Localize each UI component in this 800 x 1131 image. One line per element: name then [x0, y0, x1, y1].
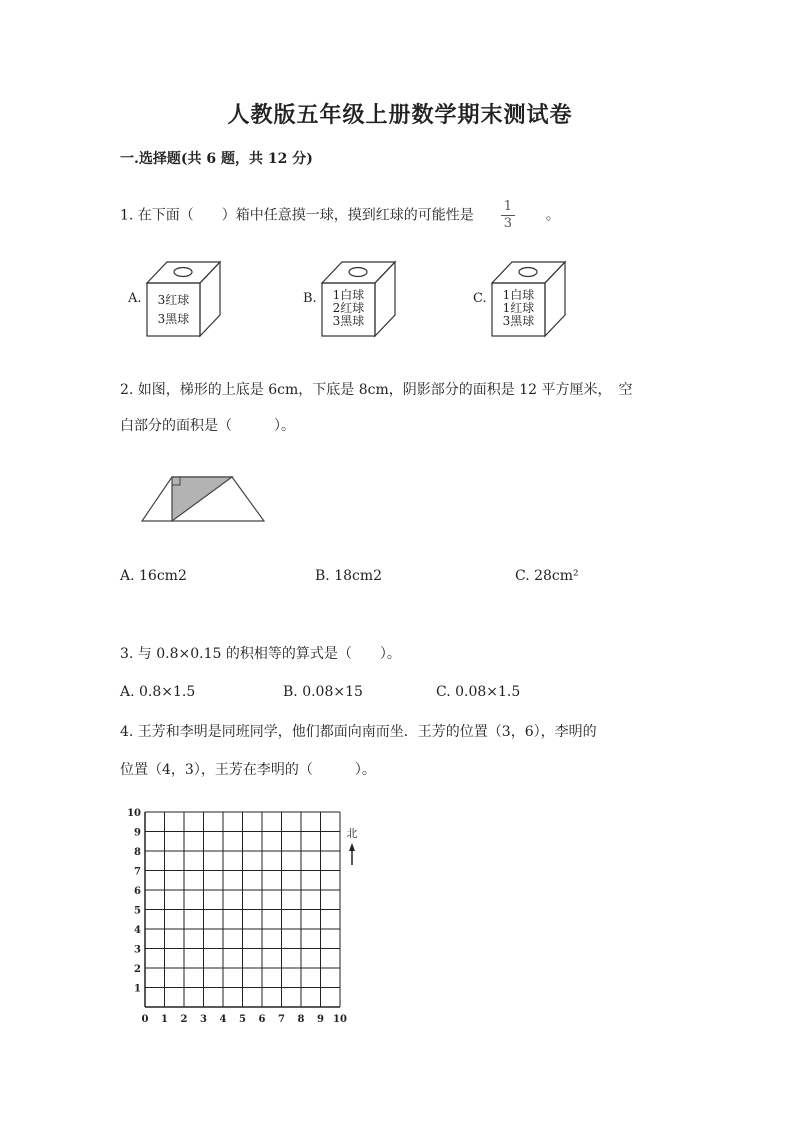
question-3: 3. 与 0.8×0.15 的积相等的算式是（ ）。	[120, 646, 401, 662]
section-heading: 一.选择题(共 6 题，共 12 分)	[120, 151, 313, 167]
y-axis-tick-label: 6	[134, 886, 141, 897]
question-4-line-1: 4. 王芳和李明是同班同学，他们都面向南而坐．王芳的位置（3，6），李明的	[120, 724, 597, 740]
y-axis-tick-label: 1	[134, 983, 141, 995]
box-ball-count: 3黑球	[157, 312, 190, 326]
box-ball-count: 3黑球	[332, 314, 365, 328]
question-1-end: 。	[545, 207, 560, 224]
y-axis-tick-label: 7	[134, 866, 141, 878]
q2-option-b[interactable]: B. 18cm2	[315, 568, 383, 584]
box-ball-count: 1白球	[502, 288, 535, 302]
x-axis-tick-label: 0	[141, 1014, 149, 1025]
x-axis-tick-label: 8	[297, 1014, 305, 1025]
box-side-face	[200, 262, 220, 336]
x-axis-tick-label: 3	[200, 1014, 207, 1025]
page-title: 人教版五年级上册数学期末测试卷	[227, 102, 573, 128]
y-axis-tick-label: 4	[134, 925, 141, 936]
question-1-text: 1. 在下面（ ）箱中任意摸一球，摸到红球的可能性是	[120, 207, 474, 224]
question-4-line-2: 位置（4，3），王芳在李明的（ ）。	[120, 762, 376, 778]
trapezoid-figure	[140, 474, 268, 524]
box-opening-hole	[349, 268, 367, 277]
y-axis-tick-label: 3	[134, 944, 141, 956]
box-ball-count: 3红球	[157, 293, 190, 307]
fraction-denominator: 3	[503, 216, 512, 231]
question-2-line-2: 白部分的面积是（ ）。	[120, 418, 295, 434]
box-ball-count: 1红球	[502, 301, 535, 315]
y-axis-tick-label: 5	[134, 905, 141, 917]
x-axis-tick-label: 10	[333, 1014, 347, 1025]
box-side-face	[545, 262, 565, 336]
box-ball-count: 3黑球	[502, 314, 535, 328]
box-option-label: C.	[473, 291, 487, 306]
q3-option-a[interactable]: A. 0.8×1.5	[120, 684, 196, 700]
box-option-label: A.	[128, 291, 142, 306]
box-ball-count: 2红球	[332, 301, 365, 315]
box-top-face	[147, 262, 220, 283]
y-axis-tick-label: 10	[127, 808, 141, 819]
box-option-b[interactable]	[295, 255, 410, 345]
box-opening-hole	[519, 268, 537, 277]
y-axis-tick-label: 8	[134, 847, 141, 858]
box-options	[120, 255, 580, 345]
q3-option-b[interactable]: B. 0.08×15	[283, 684, 363, 700]
north-arrow-icon	[349, 843, 355, 851]
question-2-line-1: 2. 如图，梯形的上底是 6cm，下底是 8cm，阴影部分的面积是 12 平方厘米， 空	[120, 382, 633, 398]
box-front-face	[147, 283, 200, 336]
box-top-face	[322, 262, 395, 283]
x-axis-tick-label: 1	[161, 1014, 168, 1025]
x-axis-tick-label: 9	[317, 1014, 324, 1025]
probability-fraction	[501, 200, 515, 231]
x-axis-tick-label: 6	[258, 1014, 266, 1025]
q3-option-c[interactable]: C. 0.08×1.5	[436, 684, 521, 700]
x-axis-tick-label: 2	[180, 1014, 188, 1025]
box-top-face	[492, 262, 565, 283]
x-axis-tick-label: 4	[219, 1014, 227, 1025]
fraction-numerator: 1	[503, 199, 512, 214]
north-label: 北	[346, 827, 358, 840]
box-opening-hole	[174, 268, 192, 277]
box-option-c[interactable]	[465, 255, 580, 345]
y-axis-tick-label: 9	[134, 827, 141, 839]
q2-option-a[interactable]: A. 16cm2	[120, 568, 187, 584]
coordinate-grid	[120, 808, 380, 1030]
x-axis-tick-label: 5	[239, 1014, 246, 1025]
q2-option-c[interactable]: C. 28cm²	[515, 568, 579, 584]
box-ball-count: 1白球	[332, 288, 365, 302]
question-1	[120, 200, 560, 231]
x-axis-tick-label: 7	[278, 1014, 285, 1025]
box-side-face	[375, 262, 395, 336]
y-axis-tick-label: 2	[134, 964, 141, 975]
box-option-label: B.	[303, 291, 317, 306]
box-option-a[interactable]	[120, 255, 235, 345]
shaded-triangle	[172, 477, 232, 521]
